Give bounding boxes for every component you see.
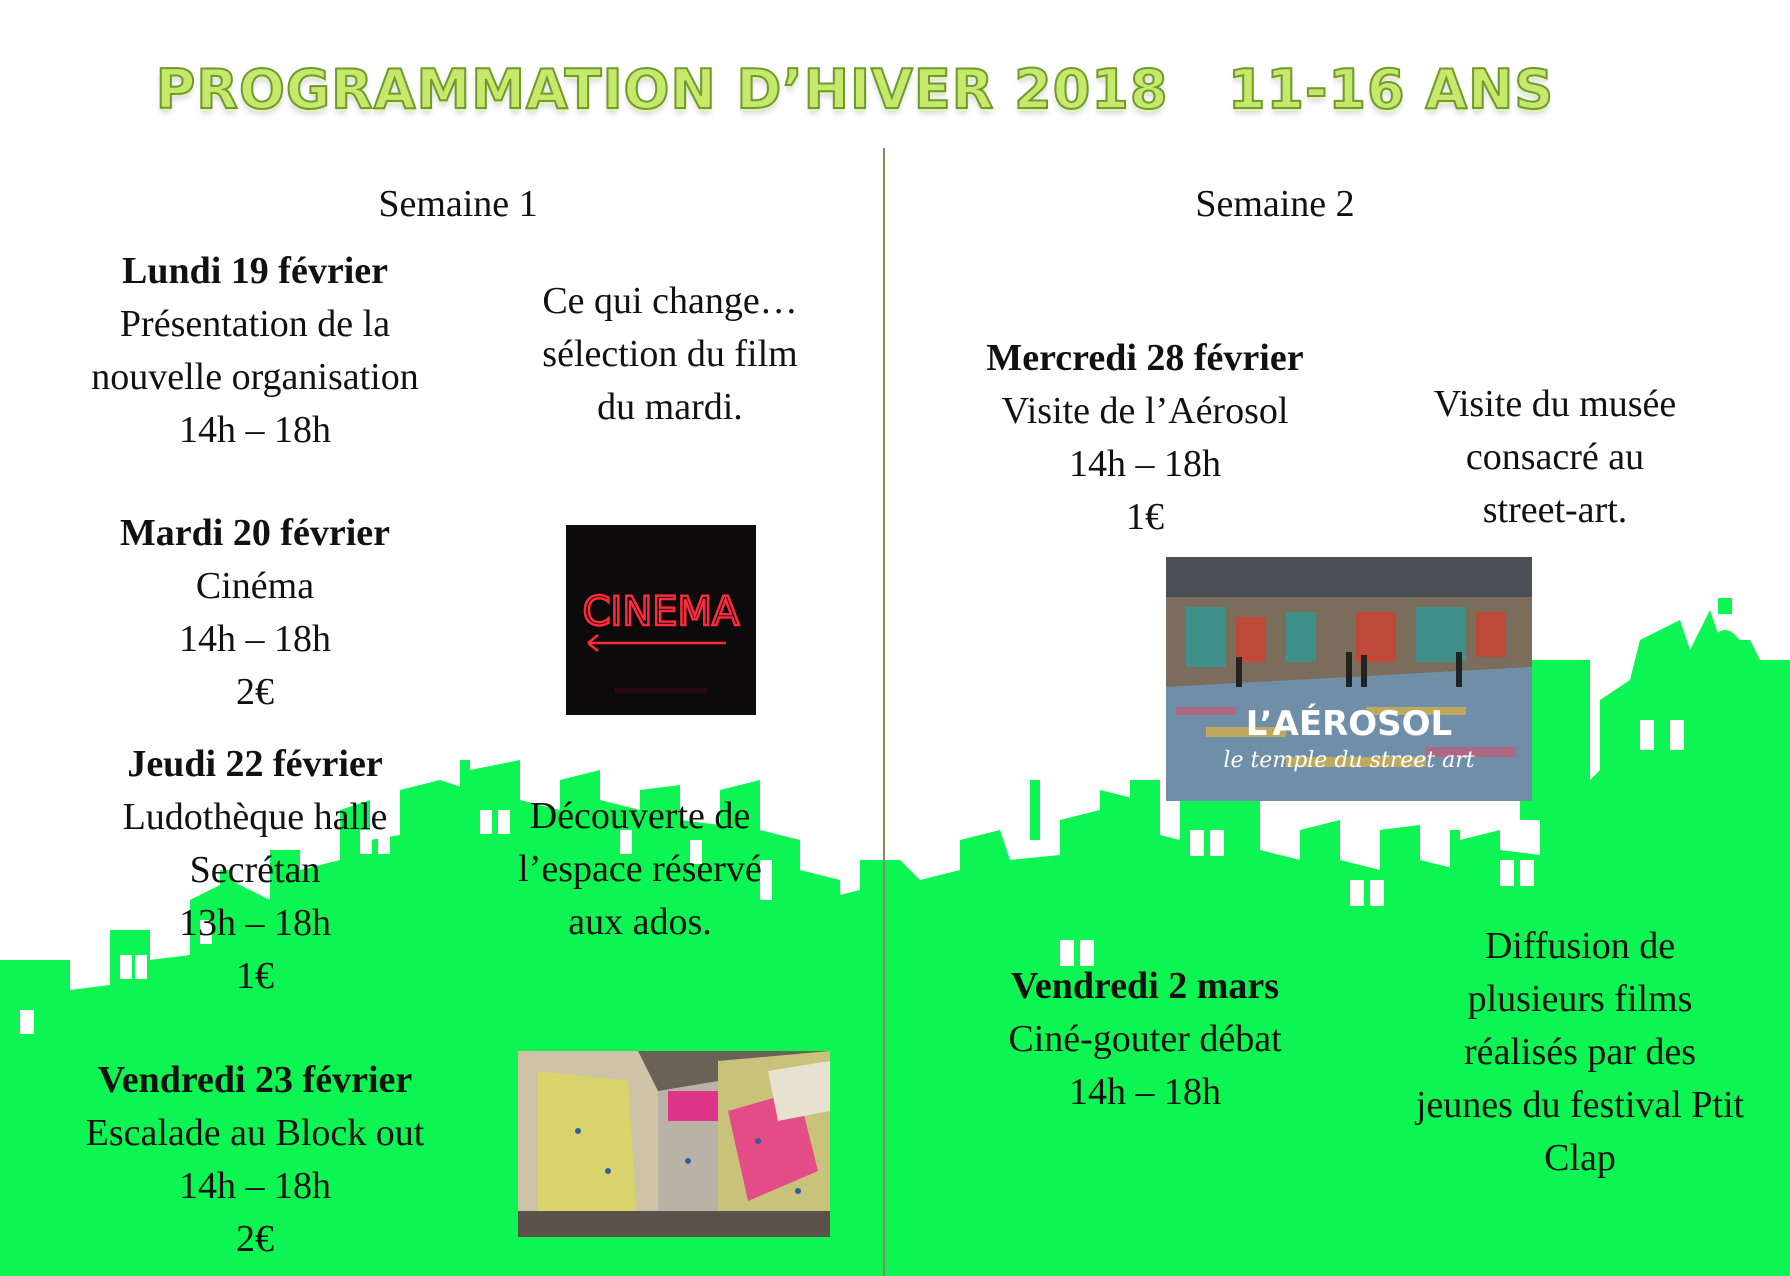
event-line: 1€ <box>236 955 274 997</box>
event-line: Visite de l’Aérosol <box>1001 390 1289 432</box>
event-day: Jeudi 22 février <box>127 743 383 785</box>
event-line: Ciné-gouter débat <box>1008 1018 1282 1060</box>
event-line: 14h – 18h <box>179 1165 331 1207</box>
event-line: 14h – 18h <box>1069 1071 1221 1113</box>
climbing-gym-image <box>518 1051 830 1237</box>
event-line: Présentation de la <box>119 303 391 345</box>
note-line: sélection du film <box>542 333 798 375</box>
event-line: 14h – 18h <box>179 618 331 660</box>
event-line: Ludothèque halle <box>122 796 388 838</box>
event-line: 2€ <box>236 671 274 713</box>
event-day: Vendredi 2 mars <box>1010 965 1280 1007</box>
note-line: Ce qui change… <box>542 280 798 322</box>
event-line: Secrétan <box>189 849 321 891</box>
event-jeudi <box>40 738 470 1003</box>
event-vendredi-23 <box>40 1054 470 1266</box>
svg-text:▁▁▁▁: ▁▁▁▁ <box>614 658 708 693</box>
note-line: aux ados. <box>568 901 712 943</box>
note-line: Diffusion de <box>1484 925 1676 967</box>
week-1-label: Semaine 1 <box>378 183 538 225</box>
event-lundi <box>40 245 470 457</box>
note-diffusion <box>1370 920 1790 1185</box>
aerosol-tagline-text: le temple du street art <box>1223 748 1475 773</box>
note-line: réalisés par des <box>1463 1031 1697 1073</box>
event-mardi <box>40 507 470 719</box>
column-divider <box>883 148 885 1276</box>
event-line: 14h – 18h <box>1069 443 1221 485</box>
page-title: PROGRAMMATION D’HIVER 2018 11-16 ANS <box>155 58 1555 121</box>
cinema-sign-text: CINEMA <box>582 589 740 635</box>
note-line: du mardi. <box>597 386 743 428</box>
event-line: 2€ <box>236 1218 274 1260</box>
event-day: Vendredi 23 février <box>97 1059 413 1101</box>
cinema-sign-image <box>566 525 756 715</box>
week-2-label: Semaine 2 <box>1195 183 1355 225</box>
note-line: Visite du musée <box>1433 383 1677 425</box>
event-day: Lundi 19 février <box>122 250 388 292</box>
event-line: nouvelle organisation <box>91 356 419 398</box>
event-line: 13h – 18h <box>179 902 331 944</box>
note-line: Clap <box>1544 1137 1616 1179</box>
aerosol-museum-image <box>1166 557 1532 801</box>
note-decouverte <box>460 790 820 949</box>
event-vendredi-2 <box>940 960 1350 1119</box>
note-ce-qui-change <box>480 275 860 434</box>
event-line: Cinéma <box>195 565 315 607</box>
note-line: street-art. <box>1482 489 1628 531</box>
note-line: l’espace réservé <box>518 848 762 890</box>
note-line: consacré au <box>1465 436 1645 478</box>
event-day: Mardi 20 février <box>119 512 391 554</box>
event-day: Mercredi 28 février <box>986 337 1304 379</box>
event-line: 14h – 18h <box>179 409 331 451</box>
note-visite-musee <box>1380 378 1730 537</box>
note-line: Découverte de <box>529 795 751 837</box>
event-line: Escalade au Block out <box>85 1112 425 1154</box>
aerosol-logo-text: L’AÉROSOL <box>1245 704 1453 744</box>
event-mercredi <box>940 332 1350 544</box>
event-line: 1€ <box>1126 496 1164 538</box>
note-line: jeunes du festival Ptit <box>1415 1084 1745 1126</box>
note-line: plusieurs films <box>1467 978 1693 1020</box>
